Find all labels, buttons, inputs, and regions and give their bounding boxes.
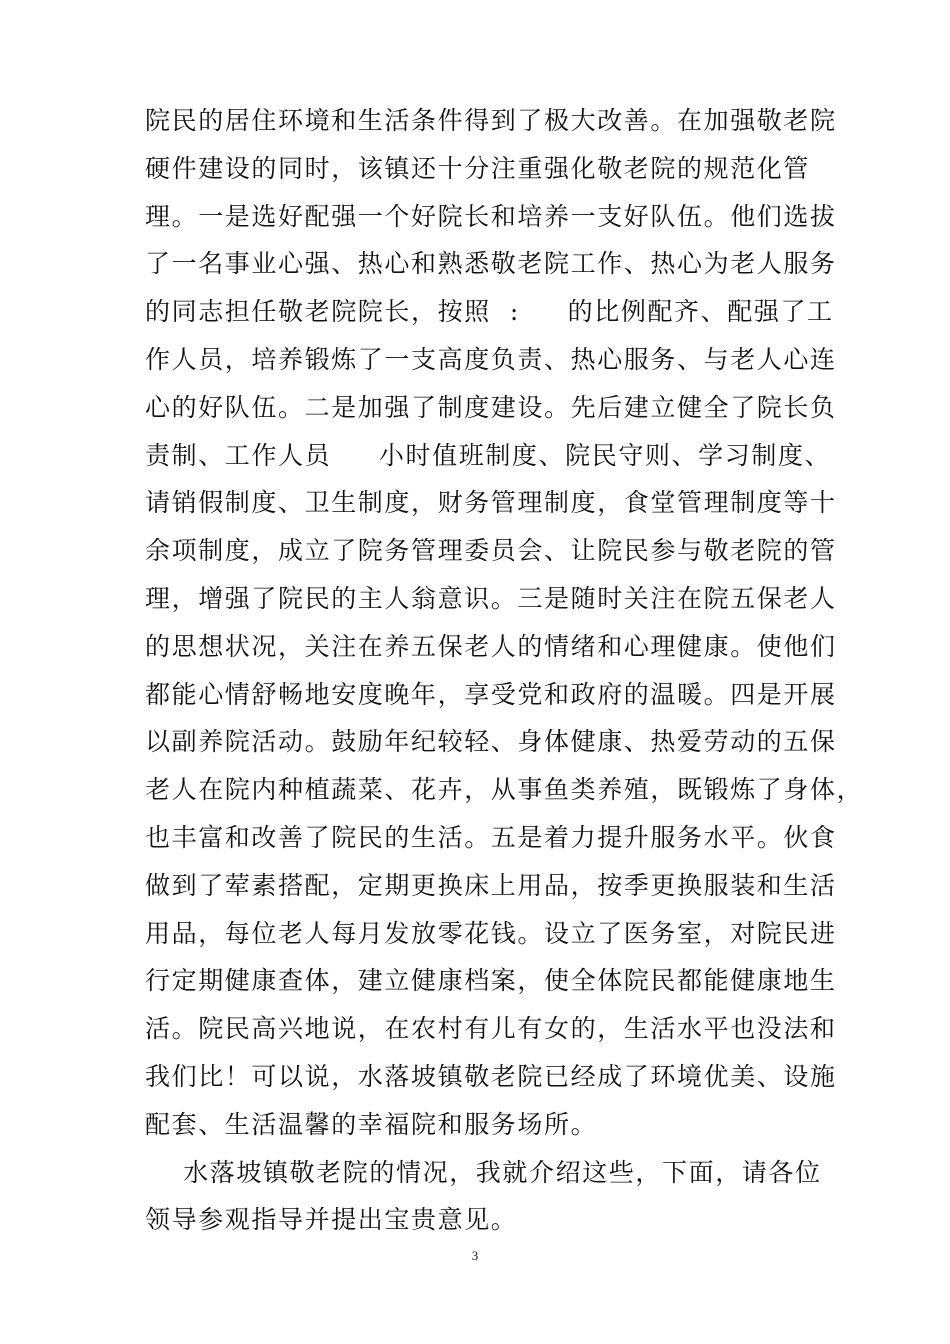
text-line: 理，增强了院民的主人翁意识。三是随时关注在院五保老人 <box>145 583 837 613</box>
text-line: 责制、工作人员 小时值班制度、院民守则、学习制度、 <box>145 440 832 470</box>
text-line: 水落坡镇敬老院的情况，我就介绍这些，下面，请各位 <box>145 1157 822 1187</box>
page-number: 3 <box>471 1248 479 1263</box>
text-line: 我们比！可以说，水落坡镇敬老院已经成了环境优美、设施 <box>145 1061 837 1091</box>
document-body <box>145 97 864 1244</box>
text-line: 作人员，培养锻炼了一支高度负责、热心服务、与老人心连 <box>145 344 837 374</box>
text-line: 理。一是选好配强一个好院长和培养一支好队伍。他们选拔 <box>145 201 837 231</box>
text-line: 的同志担任敬老院院长，按照 : 的比例配齐、配强了工 <box>145 297 834 327</box>
text-line: 硬件建设的同时，该镇还十分注重强化敬老院的规范化管 <box>145 153 811 183</box>
text-line: 院民的居住环境和生活条件得到了极大改善。在加强敬老院 <box>145 106 837 135</box>
text-line: 做到了荤素搭配，定期更换床上用品，按季更换服装和生活 <box>145 870 837 900</box>
text-line: 也丰富和改善了院民的生活。五是着力提升服务水平。伙食 <box>145 822 837 852</box>
text-line: 行定期健康查体，建立健康档案，使全体院民都能健康地生 <box>145 966 837 996</box>
text-line: 余项制度，成立了院务管理委员会、让院民参与敬老院的管 <box>145 536 837 566</box>
text-line: 心的好队伍。二是加强了制度建设。先后建立健全了院长负 <box>145 392 837 422</box>
text-line: 用品，每位老人每月发放零花钱。设立了医务室，对院民进 <box>145 918 837 948</box>
text-line: 都能心情舒畅地安度晚年，享受党和政府的温暖。四是开展 <box>145 679 837 709</box>
text-line: 配套、生活温馨的幸福院和服务场所。 <box>145 1109 598 1139</box>
text-line: 活。院民高兴地说，在农村有儿有女的，生活水平也没法和 <box>145 1014 837 1044</box>
paragraph-1 <box>145 97 864 1149</box>
text-line: 请销假制度、卫生制度，财务管理制度，食堂管理制度等十 <box>145 488 837 518</box>
text-line: 了一名事业心强、热心和熟悉敬老院工作、热心为老人服务 <box>145 249 837 279</box>
text-line: 领导参观指导并提出宝贵意见。 <box>145 1205 518 1235</box>
text-line: 老人在院内种植蔬菜、花卉，从事鱼类养殖，既锻炼了身体， <box>145 775 864 805</box>
paragraph-2 <box>145 1149 822 1245</box>
text-line: 以副养院活动。鼓励年纪较轻、身体健康、热爱劳动的五保 <box>145 727 837 757</box>
text-line: 的思想状况，关注在养五保老人的情绪和心理健康。使他们 <box>145 631 837 661</box>
